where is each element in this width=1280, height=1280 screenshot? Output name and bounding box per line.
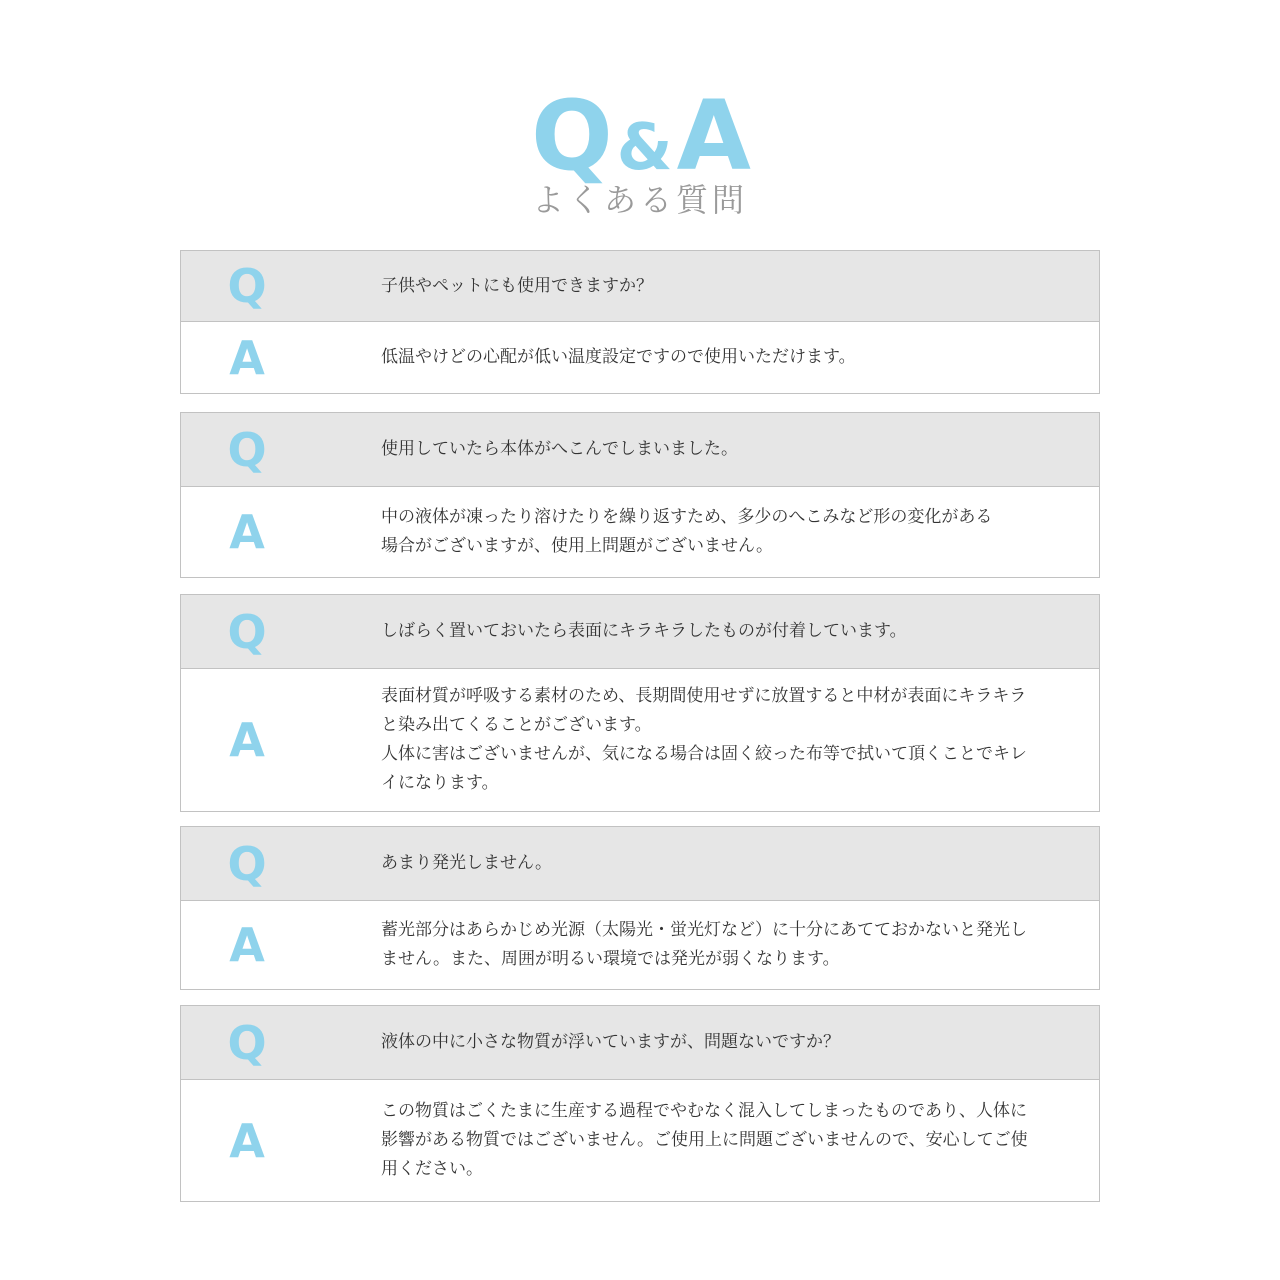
q-label: Q xyxy=(227,604,267,659)
faq-item-4 xyxy=(180,826,1100,990)
faq-item-2 xyxy=(180,412,1100,578)
answer-text: この物質はごくたまに生産する過程でやむなく混入してしまったものであり、人体に 影響がある物質ではございません。ご使用上に問題ございませんので、安心してご使 用ください。 xyxy=(381,1101,1028,1179)
q-label: Q xyxy=(227,1015,267,1070)
a-label: A xyxy=(229,330,265,385)
question-row xyxy=(181,1006,1099,1080)
a-label: A xyxy=(229,1113,265,1168)
answer-text: 中の液体が凍ったり溶けたりを繰り返すため、多少のへこみなど形の変化がある 場合がございますが、使用上問題がございません。 xyxy=(381,507,993,556)
answer-text: 蓄光部分はあらかじめ光源（太陽光・蛍光灯など）に十分にあてておかないと発光し ません。また、周囲が明るい環境では発光が弱くなります。 xyxy=(381,920,1027,969)
a-label: A xyxy=(229,918,265,972)
q-label: Q xyxy=(227,259,267,313)
answer-row xyxy=(181,322,1099,393)
answer-row xyxy=(181,669,1099,811)
title-q: Q xyxy=(531,80,611,192)
a-label: A xyxy=(229,713,265,767)
question-text: あまり発光しません。 xyxy=(381,853,553,873)
page-subtitle: よくある質問 xyxy=(531,181,748,219)
question-row xyxy=(181,251,1099,322)
question-row xyxy=(181,827,1099,901)
answer-text: 表面材質が呼吸する素材のため、長期間使用せずに放置すると中材が表面にキラキラ と染み出てくることがございます。 人体に害はございませんが、気になる場合は固く絞った布等で拭いて頂くことでキレ イになります。 xyxy=(381,686,1027,793)
question-text: 使用していたら本体がへこんでしまいました。 xyxy=(381,439,738,459)
question-text: 子供やペットにも使用できますか？ xyxy=(381,275,653,296)
question-row xyxy=(181,595,1099,669)
faq-item-3 xyxy=(180,594,1100,812)
q-label: Q xyxy=(227,836,267,891)
answer-row xyxy=(181,487,1099,577)
question-row xyxy=(181,413,1099,487)
question-text: 液体の中に小さな物質が浮いていますが、問題ないですか？ xyxy=(381,1032,840,1052)
answer-row xyxy=(181,901,1099,989)
title-ampersand: & xyxy=(616,111,671,185)
q-label: Q xyxy=(227,422,267,477)
question-text: しばらく置いておいたら表面にキラキラしたものが付着しています。 xyxy=(381,621,907,641)
faq-item-1 xyxy=(180,250,1100,394)
a-label: A xyxy=(229,505,265,559)
title-a: A xyxy=(676,80,749,192)
answer-row xyxy=(181,1080,1099,1201)
answer-text: 低温やけどの心配が低い温度設定ですので使用いただけます。 xyxy=(381,347,856,367)
faq-item-5 xyxy=(180,1005,1100,1202)
